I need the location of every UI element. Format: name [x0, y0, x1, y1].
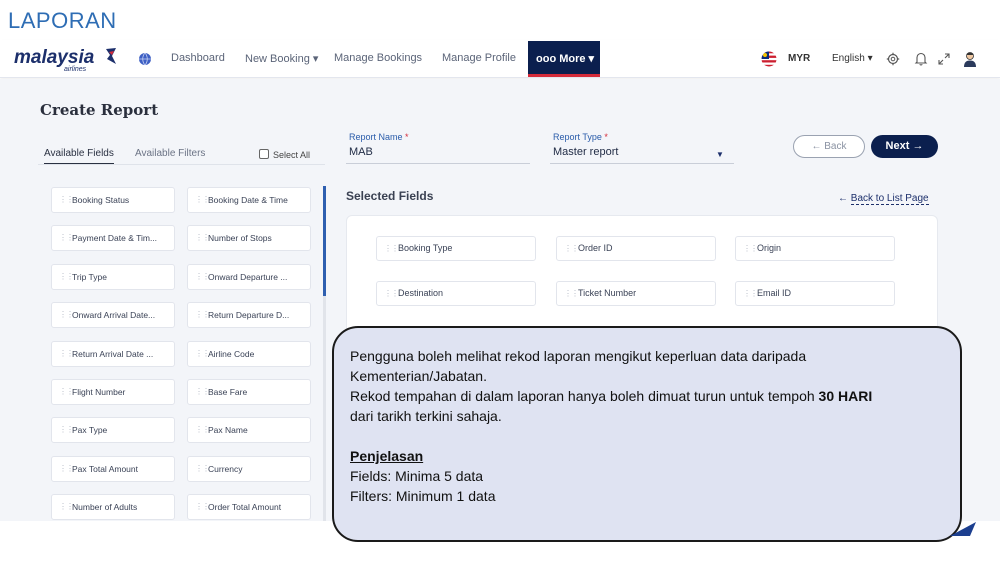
nav-new-booking[interactable]: New Booking ▾ [245, 53, 319, 65]
drag-handle-icon[interactable]: ⋮⋮ [59, 425, 73, 434]
field-label: Booking Status [72, 195, 130, 205]
field-label: Trip Type [72, 272, 107, 282]
available-field-chip[interactable] [51, 187, 175, 213]
available-field-chip[interactable] [51, 417, 175, 443]
available-field-chip[interactable] [51, 264, 175, 290]
select-all-checkbox[interactable] [259, 149, 269, 159]
logo-text: malaysia [14, 47, 95, 68]
selected-field-chip[interactable] [376, 236, 536, 261]
drag-handle-icon[interactable]: ⋮⋮ [195, 464, 209, 473]
drag-handle-icon[interactable]: ⋮⋮ [195, 195, 209, 204]
tab-available-filters[interactable]: Available Filters [135, 148, 206, 159]
bell-icon[interactable] [914, 51, 928, 66]
wau-kite-icon [104, 47, 118, 65]
field-label: Booking Type [398, 243, 453, 253]
field-label: Currency [208, 464, 243, 474]
field-label: Ticket Number [578, 288, 637, 298]
drag-handle-icon[interactable]: ⋮⋮ [384, 244, 398, 253]
nav-dashboard[interactable]: Dashboard [171, 52, 225, 64]
report-name-label: Report Name * [349, 132, 409, 142]
top-navbar [0, 40, 1000, 78]
report-type-select[interactable]: Master report [553, 146, 619, 158]
drag-handle-icon[interactable]: ⋮⋮ [59, 464, 73, 473]
callout-filters-rule: Filters: Minimum 1 data [350, 488, 496, 504]
tab-available-fields[interactable]: Available Fields [44, 148, 114, 165]
drag-handle-icon[interactable]: ⋮⋮ [195, 387, 209, 396]
globe-icon[interactable] [138, 52, 152, 66]
drag-handle-icon[interactable]: ⋮⋮ [743, 289, 757, 298]
available-field-chip[interactable] [187, 341, 311, 367]
available-field-chip[interactable] [51, 494, 175, 520]
field-label: Origin [757, 243, 782, 253]
field-label: Booking Date & Time [208, 195, 288, 205]
field-label: Return Arrival Date ... [72, 349, 154, 359]
back-button[interactable]: ← Back [793, 135, 865, 158]
slide-title: LAPORAN [8, 8, 117, 33]
selected-field-chip[interactable] [556, 236, 716, 261]
available-field-chip[interactable] [187, 379, 311, 405]
drag-handle-icon[interactable]: ⋮⋮ [59, 349, 73, 358]
drag-handle-icon[interactable]: ⋮⋮ [564, 289, 578, 298]
field-label: Number of Adults [72, 502, 138, 512]
callout-line: Rekod tempahan di dalam laporan hanya boleh dimuat turun untuk tempoh 30 HARI [350, 388, 873, 404]
drag-handle-icon[interactable]: ⋮⋮ [195, 502, 209, 511]
drag-handle-icon[interactable]: ⋮⋮ [59, 310, 73, 319]
selected-fields-title: Selected Fields [346, 189, 434, 203]
drag-handle-icon[interactable]: ⋮⋮ [743, 244, 757, 253]
drag-handle-icon[interactable]: ⋮⋮ [59, 233, 73, 242]
drag-handle-icon[interactable]: ⋮⋮ [59, 272, 73, 281]
gear-icon[interactable] [886, 52, 900, 66]
select-all-toggle[interactable] [259, 149, 310, 160]
field-label: Payment Date & Tim... [72, 233, 158, 243]
report-type-label: Report Type * [553, 132, 608, 142]
selected-field-chip[interactable] [376, 281, 536, 306]
available-field-chip[interactable] [51, 456, 175, 482]
selected-field-chip[interactable] [556, 281, 716, 306]
select-all-label: Select All [273, 150, 311, 160]
field-label: Order Total Amount [208, 502, 282, 512]
field-label: Number of Stops [208, 233, 272, 243]
field-label: Email ID [757, 288, 792, 298]
malaysia-airlines-logo[interactable] [14, 47, 94, 73]
drag-handle-icon[interactable]: ⋮⋮ [195, 233, 209, 242]
field-label: Onward Arrival Date... [72, 310, 156, 320]
language-selector[interactable]: English ▾ [832, 53, 873, 64]
field-label: Pax Type [72, 425, 108, 435]
report-type-underline [550, 163, 734, 164]
available-field-chip[interactable] [187, 494, 311, 520]
available-field-chip[interactable] [51, 225, 175, 251]
malaysia-flag-icon[interactable] [761, 51, 777, 67]
available-field-chip[interactable] [187, 225, 311, 251]
annotation-callout [332, 326, 962, 542]
next-button[interactable]: Next → [871, 135, 938, 158]
report-name-input[interactable]: MAB [349, 146, 373, 158]
callout-line: dari tarikh terkini sahaja. [350, 408, 502, 424]
user-avatar-icon[interactable] [963, 51, 977, 68]
nav-more-menu[interactable]: ooo More ▾ [528, 41, 600, 77]
field-label: Return Departure D... [208, 310, 290, 320]
available-field-chip[interactable] [187, 264, 311, 290]
field-label: Pax Total Amount [72, 464, 138, 474]
available-field-chip[interactable] [51, 379, 175, 405]
field-label: Base Fare [208, 387, 248, 397]
corner-decoration [948, 520, 978, 538]
drag-handle-icon[interactable]: ⋮⋮ [384, 289, 398, 298]
field-label: Flight Number [72, 387, 126, 397]
field-label: Order ID [578, 243, 613, 253]
drag-handle-icon[interactable]: ⋮⋮ [59, 195, 73, 204]
nav-manage-profile[interactable]: Manage Profile [442, 52, 516, 64]
drag-handle-icon[interactable]: ⋮⋮ [195, 310, 209, 319]
available-field-chip[interactable] [187, 187, 311, 213]
expand-icon[interactable] [938, 53, 950, 65]
drag-handle-icon[interactable]: ⋮⋮ [59, 387, 73, 396]
field-label: Airline Code [208, 349, 255, 359]
chevron-down-icon[interactable]: ▼ [716, 150, 724, 159]
logo-subtext: airlines [64, 66, 87, 73]
available-field-chip[interactable] [51, 341, 175, 367]
drag-handle-icon[interactable]: ⋮⋮ [59, 502, 73, 511]
tab-divider [38, 164, 325, 165]
selected-field-chip[interactable] [735, 281, 895, 306]
callout-heading: Penjelasan [350, 448, 424, 464]
fields-scrollbar-thumb[interactable] [323, 186, 326, 296]
drag-handle-icon[interactable]: ⋮⋮ [564, 244, 578, 253]
available-field-chip[interactable] [187, 417, 311, 443]
field-label: Pax Name [208, 425, 248, 435]
drag-handle-icon[interactable]: ⋮⋮ [195, 272, 209, 281]
currency-selector[interactable]: MYR [788, 53, 811, 64]
selected-field-chip[interactable] [735, 236, 895, 261]
available-field-chip[interactable] [187, 302, 311, 328]
page-title: Create Report [40, 101, 159, 119]
field-label: Onward Departure ... [208, 272, 288, 282]
callout-fields-rule: Fields: Minima 5 data [350, 468, 484, 484]
field-label: Destination [398, 288, 444, 298]
callout-line: Pengguna boleh melihat rekod laporan mengikut keperluan data daripada [350, 348, 807, 364]
available-field-chip[interactable] [51, 302, 175, 328]
drag-handle-icon[interactable]: ⋮⋮ [195, 349, 209, 358]
back-to-list-link[interactable]: ← Back to List Page [838, 193, 929, 204]
report-name-underline [346, 163, 530, 164]
callout-line: Kementerian/Jabatan. [350, 368, 487, 384]
available-field-chip[interactable] [187, 456, 311, 482]
drag-handle-icon[interactable]: ⋮⋮ [195, 425, 209, 434]
nav-manage-bookings[interactable]: Manage Bookings [334, 52, 423, 64]
